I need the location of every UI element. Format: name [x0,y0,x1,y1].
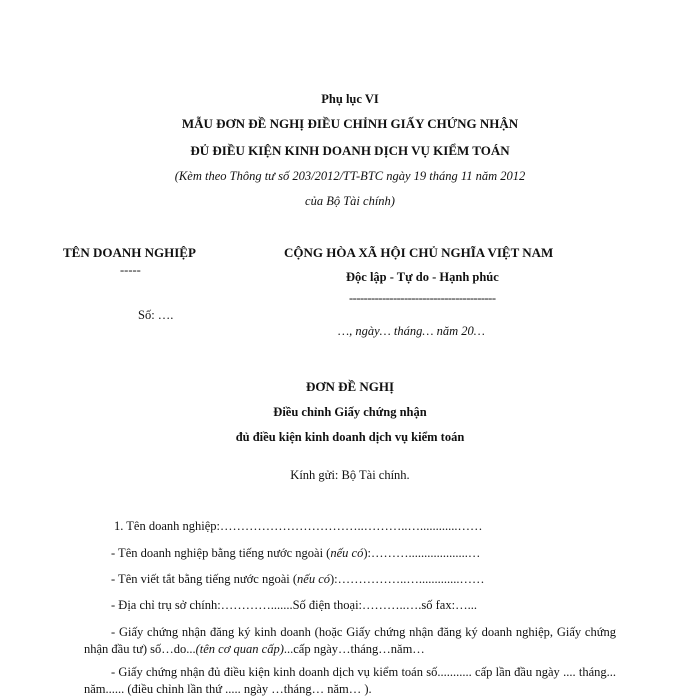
field-foreign-name-post: ):………...................… [363,546,481,560]
document-subtitle-2: đủ điều kiện kinh doanh dịch vụ kiểm toán [235,430,465,444]
field-business-registration-post: ...cấp ngày…tháng…năm… [283,642,425,656]
field-foreign-name-em: nếu có [330,546,364,560]
document-subtitle-1: Điều chỉnh Giấy chứng nhận [273,405,427,419]
field-audit-certificate: - Giấy chứng nhận đủ điều kiện kinh doanh dịch vụ kiểm toán số........... cấp lần đầu ngày .... tháng... năm...... (điều chỉnh lần thứ ..... ngày …tháng… năm… ). [84,665,616,696]
appendix-title-line2: ĐỦ ĐIỀU KIỆN KINH DOANH DỊCH VỤ KIỂM TOÁN [190,143,510,158]
field-abbreviation [111,572,485,587]
field-abbreviation-em: nếu có [297,572,331,586]
field-abbreviation-pre: - Tên viết tắt bằng tiếng nước ngoài ( [111,572,298,586]
field-company-name: 1. Tên doanh nghiệp:……………………………..………..…............…… [114,519,483,533]
field-abbreviation-post: ):……………..….............…… [330,572,485,586]
appendix-note-line2: của Bộ Tài chính) [305,194,395,208]
national-motto: Độc lập - Tự do - Hạnh phúc [346,270,499,284]
field-business-registration [84,624,616,658]
document-heading: ĐƠN ĐỀ NGHỊ [305,379,395,394]
company-name: TÊN DOANH NGHIỆP [63,245,196,260]
nation-title: CỘNG HÒA XÃ HỘI CHỦ NGHĨA VIỆT NAM [284,245,554,260]
motto-rule: ---------------------------------------- [349,291,496,305]
company-dash: ----- [120,263,141,277]
field-foreign-name [111,546,480,561]
recipient-line: Kính gửi: Bộ Tài chính. [290,468,410,482]
field-business-registration-pre: - Giấy chứng nhận đăng ký kinh doanh (hoặc Giấy chứng nhận đăng ký doanh nghiệp, Giấy chứng nhận đầu tư) số…do... [84,625,616,656]
appendix-label: Phụ lục VI [321,92,379,106]
field-business-registration-em: (tên cơ quan cấp) [195,642,284,656]
document-number: Số: …. [138,308,174,322]
date-line: …, ngày… tháng… năm 20… [338,324,485,338]
appendix-title-line1: MẪU ĐƠN ĐỀ NGHỊ ĐIỀU CHỈNH GIẤY CHỨNG NHẬN [181,116,519,131]
field-address: - Địa chỉ trụ sở chính:………….......Số điện thoại:………..….số fax:…... [111,598,477,612]
field-foreign-name-pre: - Tên doanh nghiệp bằng tiếng nước ngoài ( [111,546,331,560]
appendix-note-line1: (Kèm theo Thông tư số 203/2012/TT-BTC ngày 19 tháng 11 năm 2012 [174,169,526,183]
